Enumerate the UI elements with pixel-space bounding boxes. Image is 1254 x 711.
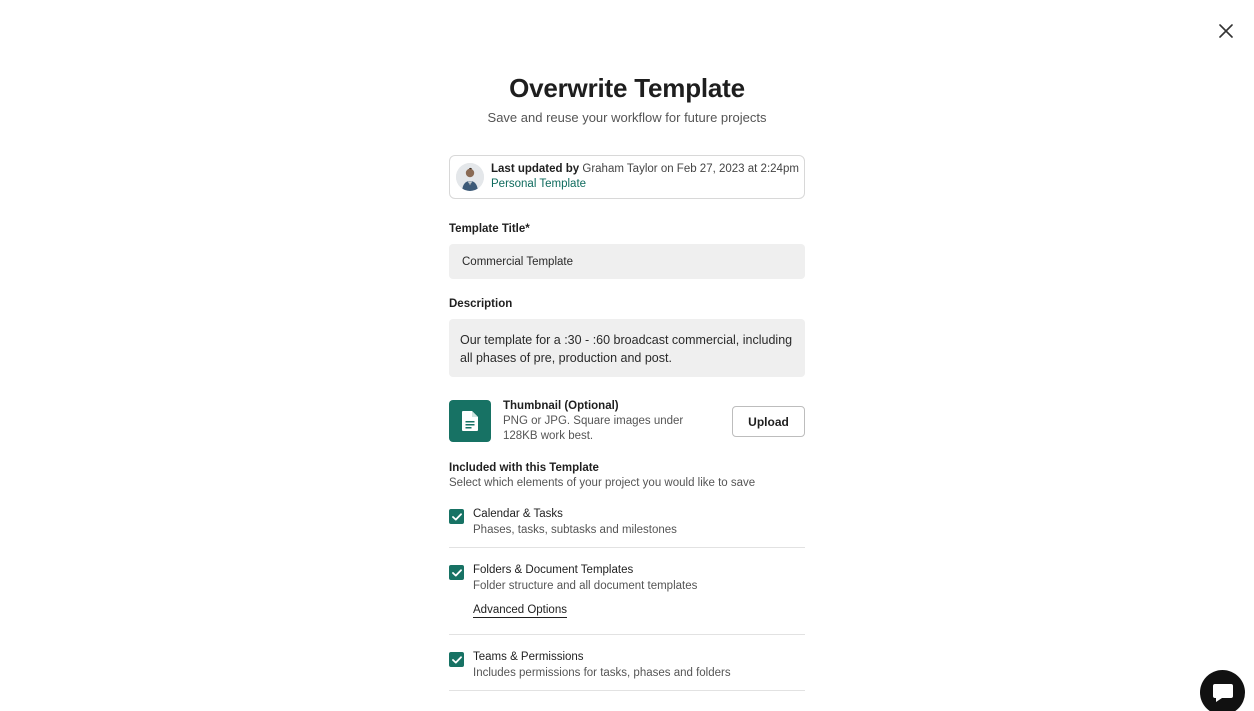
divider	[449, 690, 805, 691]
option-description: Phases, tasks, subtasks and milestones	[473, 524, 677, 536]
teams-permissions-checkbox[interactable]	[449, 652, 464, 667]
last-updated-card	[449, 155, 805, 199]
page-subtitle: Save and reuse your workflow for future projects	[487, 110, 767, 125]
avatar	[456, 163, 484, 191]
thumbnail-title: Thumbnail (Optional)	[503, 400, 619, 412]
close-icon	[1219, 24, 1233, 38]
description-label: Description	[449, 298, 513, 310]
option-title: Teams & Permissions	[473, 651, 584, 663]
option-description: Includes permissions for tasks, phases and folders	[473, 667, 731, 679]
included-title: Included with this Template	[449, 462, 599, 474]
document-icon	[462, 411, 478, 431]
template-title-label: Template Title*	[449, 223, 530, 235]
option-title: Folders & Document Templates	[473, 564, 634, 576]
last-updated-date: on Feb 27, 2023 at 2:24pm	[660, 163, 799, 175]
thumbnail-preview	[449, 400, 491, 442]
page-title: Overwrite Template	[509, 73, 745, 103]
checkmark-icon	[452, 569, 462, 577]
checkmark-icon	[452, 656, 462, 664]
chat-bubble-icon	[1211, 682, 1235, 704]
chat-button[interactable]	[1200, 670, 1245, 711]
checkmark-icon	[452, 513, 462, 521]
last-updated-prefix: Last updated by	[491, 163, 580, 175]
description-textarea[interactable]	[449, 319, 805, 377]
template-title-input[interactable]	[449, 244, 805, 279]
calendar-tasks-checkbox[interactable]	[449, 509, 464, 524]
folders-documents-checkbox[interactable]	[449, 565, 464, 580]
option-title: Calendar & Tasks	[473, 508, 563, 520]
thumbnail-help-text: PNG or JPG. Square images under 128KB work best.	[503, 415, 684, 442]
option-description: Folder structure and all document templates	[473, 580, 698, 592]
last-updated-info	[491, 162, 799, 192]
last-updated-line	[491, 162, 799, 177]
template-type-link[interactable]: Personal Template	[491, 178, 587, 190]
thumbnail-section	[449, 400, 805, 444]
close-button[interactable]	[1214, 19, 1238, 43]
last-updated-user: Graham Taylor	[582, 163, 658, 175]
divider	[449, 547, 805, 548]
upload-button[interactable]: Upload	[732, 406, 805, 437]
divider	[449, 634, 805, 635]
advanced-options-link[interactable]: Advanced Options	[473, 604, 567, 616]
included-subtitle: Select which elements of your project you would like to save	[449, 477, 756, 489]
